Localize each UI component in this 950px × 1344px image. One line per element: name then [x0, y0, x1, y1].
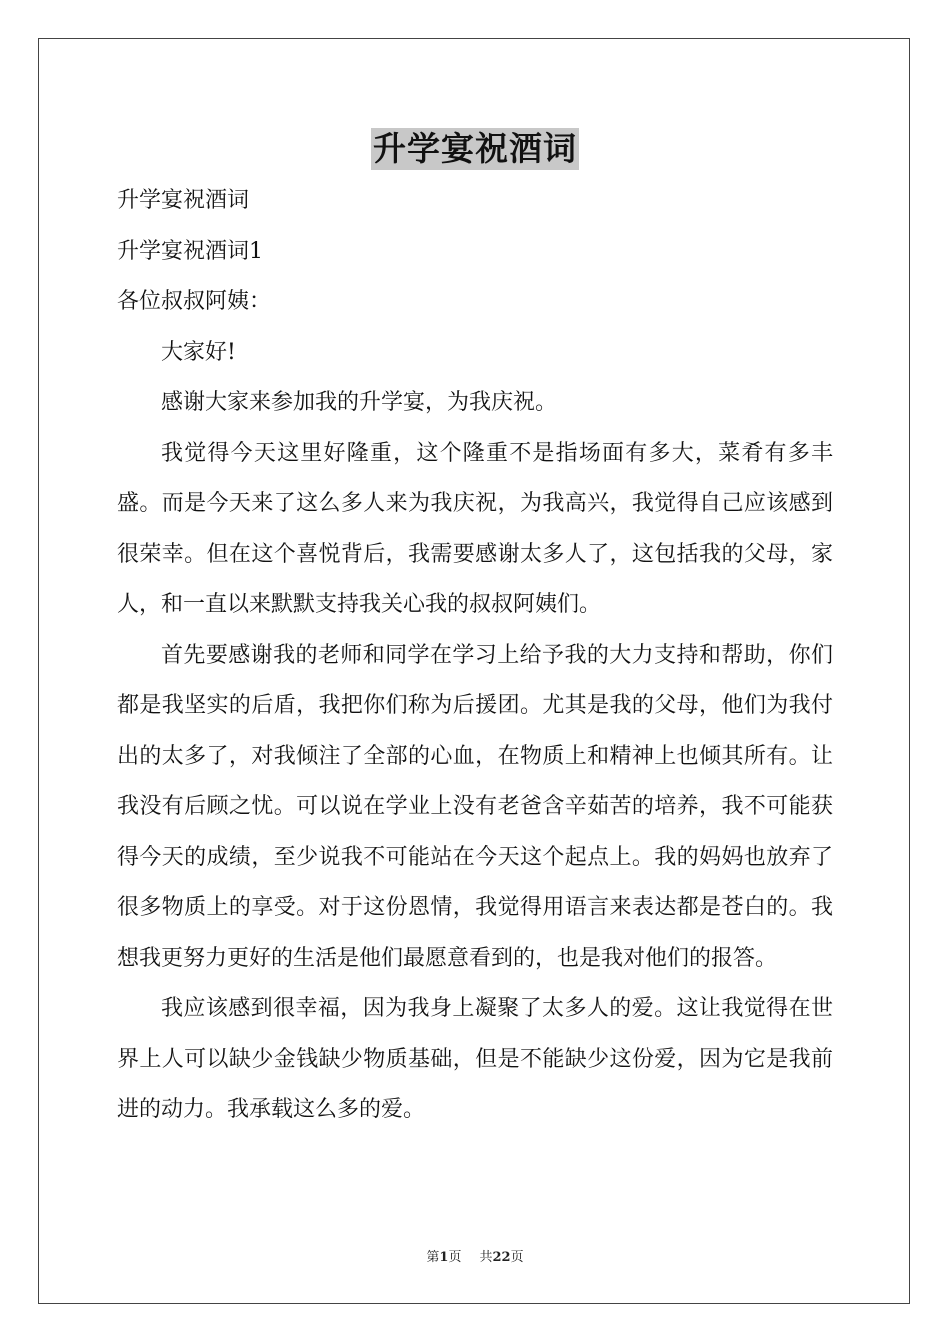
page-number: 1 [439, 1250, 449, 1265]
paragraph-gratitude: 首先要感谢我的老师和同学在学习上给予我的大力支持和帮助，你们都是我坚实的后盾，我把你们称为后援团。尤其是我的父母，他们为我付出的太多了，对我倾注了全部的心血，在物质上和精神上也倾其所有。让我没有后顾之忧。可以说在学业上没有老爸含辛茹苦的培养，我不可能获得今天的成绩，至少说我不可能站在今天这个起点上。我的妈妈也放弃了很多物质上的享受。对于这份恩情，我觉得用语言来表达都是苍白的。我想我更努力更好的生活是他们最愿意看到的，也是我对他们的报答。 [117, 642, 833, 971]
page-footer [0, 1246, 950, 1265]
total-suffix: 页 [510, 1250, 524, 1265]
paragraph-occasion: 我觉得今天这里好隆重，这个隆重不是指场面有多大，菜肴有多丰盛。而是今天来了这么多人来为我庆祝，为我高兴，我觉得自己应该感到很荣幸。但在这个喜悦背后，我需要感谢太多人了，这包括我的父母，家人，和一直以来默默支持我关心我的叔叔阿姨们。 [117, 440, 833, 617]
salutation: 各位叔叔阿姨： [117, 289, 272, 314]
paragraph-thanks: 感谢大家来参加我的升学宴，为我庆祝。 [161, 390, 558, 415]
document-subtitle: 升学宴祝酒词 [117, 188, 250, 213]
page-suffix: 页 [448, 1250, 462, 1265]
page-prefix: 第 [426, 1250, 440, 1265]
section-heading: 升学宴祝酒词1 [117, 238, 263, 264]
document-body [117, 176, 833, 1136]
title-container [0, 128, 950, 170]
paragraph-greeting: 大家好! [161, 339, 236, 365]
total-pages: 22 [492, 1250, 511, 1265]
total-prefix: 共 [479, 1250, 493, 1265]
document-title: 升学宴祝酒词 [373, 129, 577, 168]
paragraph-love: 我应该感到很幸福，因为我身上凝聚了太多人的爱。这让我觉得在世界上人可以缺少金钱缺少物质基础，但是不能缺少这份爱，因为它是我前进的动力。我承载这么多的爱。 [117, 996, 833, 1122]
